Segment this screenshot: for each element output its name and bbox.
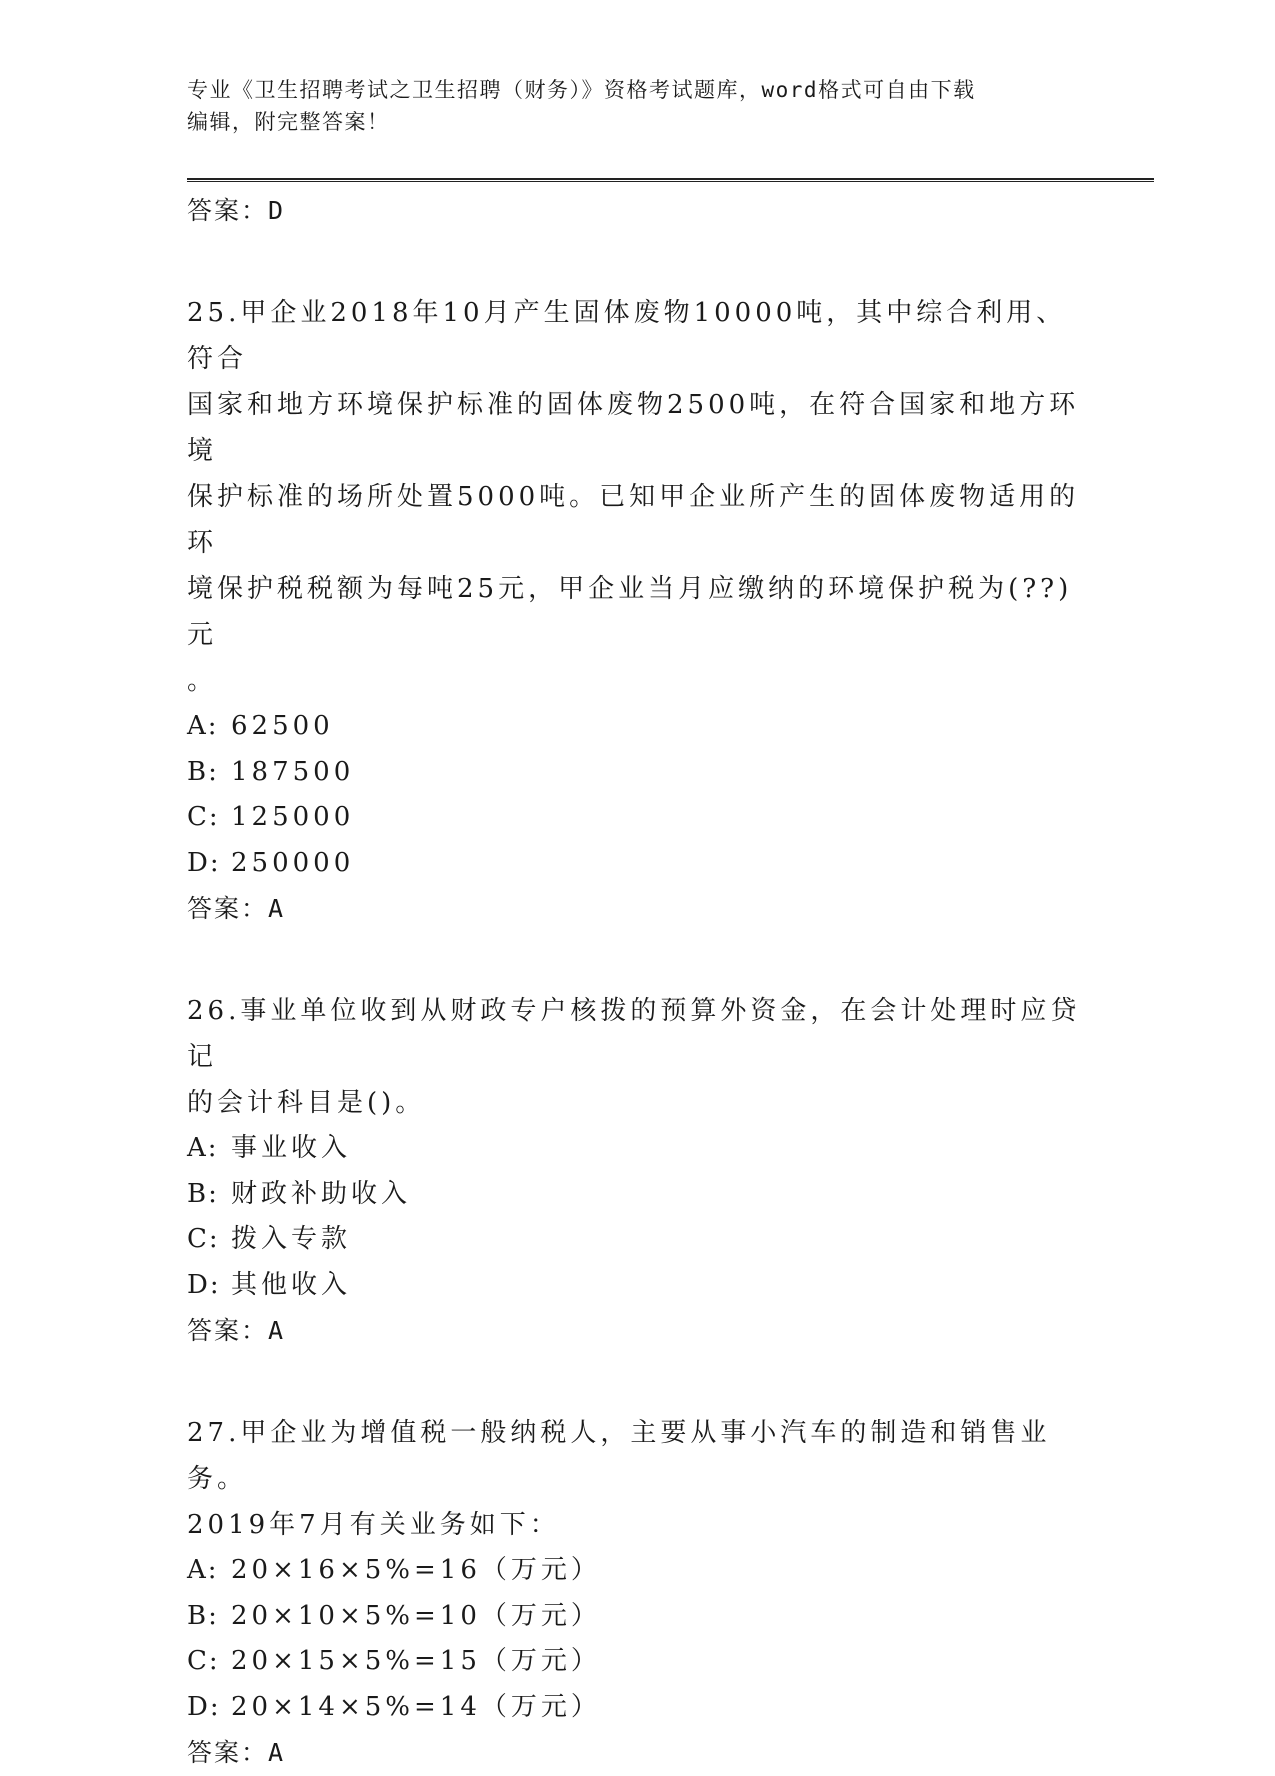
header-line-2: 编辑，附完整答案！ xyxy=(187,110,390,134)
question-25 xyxy=(187,290,1087,932)
option-c xyxy=(187,795,1087,841)
option-text: 拨入专款 xyxy=(231,1224,352,1254)
question-stem-line: 27.甲企业为增值税一般纳税人，主要从事小汽车的制造和销售业务。 xyxy=(187,1418,1051,1494)
question-stem xyxy=(187,290,1087,704)
option-text: 事业收入 xyxy=(231,1133,352,1163)
question-26 xyxy=(187,988,1087,1354)
question-stem-line: 26.事业单位收到从财政专户核拨的预算外资金，在会计处理时应贷记 xyxy=(187,996,1081,1072)
option-letter: B: xyxy=(187,1178,219,1209)
option-text: 财政补助收入 xyxy=(231,1178,412,1209)
option-letter: D: xyxy=(187,1691,221,1722)
option-text: 其他收入 xyxy=(231,1269,352,1300)
option-b xyxy=(187,1594,1087,1640)
option-letter: C: xyxy=(187,802,220,832)
option-a xyxy=(187,1126,1087,1172)
option-letter: A: xyxy=(187,1133,219,1163)
header-line-1: 专业《卫生招聘考试之卫生招聘（财务）》资格考试题库，word格式可自由下载 xyxy=(187,78,976,102)
answer-line: 答案：A xyxy=(187,894,286,923)
question-stem-line: 2019年7月有关业务如下： xyxy=(187,1510,560,1540)
question-stem xyxy=(187,1410,1087,1548)
header-divider xyxy=(187,178,1154,182)
previous-answer: 答案：D xyxy=(187,196,286,225)
option-letter: D: xyxy=(187,847,221,878)
question-stem-line: 保护标准的场所处置5000吨。已知甲企业所产生的固体废物适用的环 xyxy=(187,482,1080,558)
option-b xyxy=(187,750,1087,796)
option-b xyxy=(187,1172,1087,1218)
question-stem-line: 国家和地方环境保护标准的固体废物2500吨，在符合国家和地方环境 xyxy=(187,390,1080,466)
option-text: 62500 xyxy=(231,711,334,741)
option-text: 20×10×5%=10（万元） xyxy=(231,1600,601,1631)
option-letter: B: xyxy=(187,756,219,787)
question-stem xyxy=(187,988,1087,1126)
page-header xyxy=(187,74,1087,138)
option-d xyxy=(187,1263,1087,1309)
option-letter: D: xyxy=(187,1269,221,1300)
option-letter: A: xyxy=(187,711,219,741)
option-text: 250000 xyxy=(231,847,355,878)
option-letter: C: xyxy=(187,1646,220,1676)
answer-line: 答案：A xyxy=(187,1316,286,1345)
option-text: 187500 xyxy=(231,756,355,787)
option-text: 20×14×5%=14（万元） xyxy=(231,1691,601,1722)
option-text: 20×15×5%=15（万元） xyxy=(231,1646,601,1676)
option-c xyxy=(187,1217,1087,1263)
option-letter: B: xyxy=(187,1600,219,1631)
option-a xyxy=(187,704,1087,750)
answer-line: 答案：A xyxy=(187,1738,286,1767)
question-stem-line: 的会计科目是()。 xyxy=(187,1088,426,1118)
option-text: 125000 xyxy=(231,802,355,832)
question-stem-line: 25.甲企业2018年10月产生固体废物10000吨，其中综合利用、符合 xyxy=(187,298,1067,374)
option-a xyxy=(187,1548,1087,1594)
question-27 xyxy=(187,1410,1087,1776)
option-letter: C: xyxy=(187,1224,220,1254)
document-body xyxy=(187,188,1087,1776)
option-d xyxy=(187,841,1087,887)
question-stem-line: 。 xyxy=(187,666,218,696)
option-d xyxy=(187,1685,1087,1731)
option-c xyxy=(187,1639,1087,1685)
question-stem-line: 境保护税税额为每吨25元，甲企业当月应缴纳的环境保护税为(??)元 xyxy=(187,574,1073,650)
option-letter: A: xyxy=(187,1555,219,1585)
option-text: 20×16×5%=16（万元） xyxy=(231,1555,601,1585)
